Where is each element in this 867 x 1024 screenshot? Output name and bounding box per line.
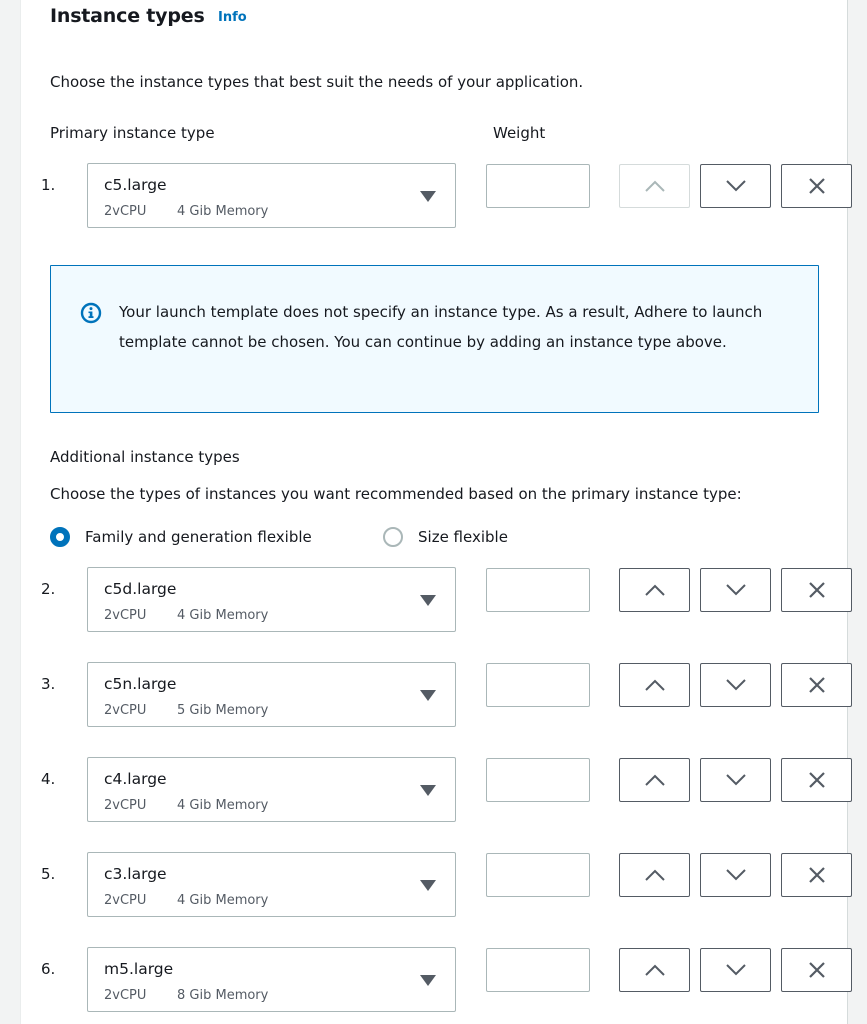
close-icon (807, 865, 827, 885)
section-title: Instance types (50, 5, 205, 27)
radio-checked-icon (50, 527, 70, 547)
move-down-button[interactable] (700, 948, 771, 992)
row-index: 1. (41, 176, 56, 194)
alert-message: Your launch template does not specify an instance type. As a result, Adhere to launch template cannot be chosen. You can continue by adding an instance type above. (119, 303, 763, 351)
instance-memory: 4 Gib Memory (177, 893, 269, 908)
radio-label: Size flexible (418, 528, 508, 546)
instance-memory: 8 Gib Memory (177, 988, 269, 1003)
chevron-down-icon (725, 868, 747, 882)
row-index: 6. (41, 960, 56, 978)
close-icon (807, 960, 827, 980)
weight-input[interactable] (486, 948, 590, 992)
remove-button[interactable] (781, 853, 852, 897)
row-index: 2. (41, 580, 56, 598)
chevron-up-icon (644, 678, 666, 692)
instance-type-name: c5.large (104, 176, 167, 194)
caret-down-icon (420, 975, 436, 986)
chevron-down-icon (725, 583, 747, 597)
instance-vcpu: 2vCPU (104, 893, 147, 908)
chevron-down-icon (725, 963, 747, 977)
radio-unchecked-icon (383, 527, 403, 547)
instance-vcpu: 2vCPU (104, 703, 147, 718)
radio-family-generation-flexible[interactable] (50, 527, 383, 547)
close-icon (807, 580, 827, 600)
weight-input[interactable] (486, 568, 590, 612)
section-description: Choose the instance types that best suit the needs of your application. (50, 73, 584, 91)
remove-button[interactable] (781, 164, 852, 208)
move-up-button[interactable] (619, 568, 690, 612)
additional-description: Choose the types of instances you want recommended based on the primary instance type: (50, 485, 742, 503)
instance-vcpu: 2vCPU (104, 798, 147, 813)
instance-types-panel (20, 0, 848, 1024)
instance-select[interactable] (87, 662, 456, 727)
weight-label: Weight (493, 124, 546, 142)
remove-button[interactable] (781, 663, 852, 707)
instance-memory: 4 Gib Memory (177, 204, 269, 219)
caret-down-icon (420, 880, 436, 891)
additional-instance-types-label: Additional instance types (50, 448, 240, 466)
move-up-button[interactable] (619, 663, 690, 707)
instance-select[interactable] (87, 567, 456, 632)
close-icon (807, 176, 827, 196)
chevron-up-icon (644, 583, 666, 597)
move-up-button[interactable] (619, 758, 690, 802)
move-down-button[interactable] (700, 568, 771, 612)
instance-select[interactable] (87, 947, 456, 1012)
weight-input[interactable] (486, 164, 590, 208)
move-up-button[interactable] (619, 948, 690, 992)
instance-vcpu: 2vCPU (104, 204, 147, 219)
instance-select[interactable] (87, 757, 456, 822)
caret-down-icon (420, 785, 436, 796)
chevron-up-icon (644, 179, 666, 193)
info-circle-icon (80, 302, 102, 324)
flexibility-radio-group (50, 527, 508, 547)
radio-label: Family and generation flexible (85, 528, 312, 546)
weight-input[interactable] (486, 663, 590, 707)
instance-memory: 4 Gib Memory (177, 608, 269, 623)
move-down-button[interactable] (700, 164, 771, 208)
chevron-down-icon (725, 678, 747, 692)
chevron-down-icon (725, 179, 747, 193)
chevron-up-icon (644, 773, 666, 787)
row-index: 4. (41, 770, 56, 788)
remove-button[interactable] (781, 568, 852, 612)
chevron-up-icon (644, 963, 666, 977)
info-link[interactable]: Info (218, 10, 247, 25)
move-up-button[interactable] (619, 164, 690, 208)
close-icon (807, 770, 827, 790)
move-down-button[interactable] (700, 663, 771, 707)
move-up-button[interactable] (619, 853, 690, 897)
instance-memory: 5 Gib Memory (177, 703, 269, 718)
chevron-up-icon (644, 868, 666, 882)
primary-instance-select[interactable] (87, 163, 456, 228)
primary-instance-type-label: Primary instance type (50, 124, 215, 142)
remove-button[interactable] (781, 758, 852, 802)
instance-type-name: c4.large (104, 770, 167, 788)
remove-button[interactable] (781, 948, 852, 992)
close-icon (807, 675, 827, 695)
instance-type-name: m5.large (104, 960, 174, 978)
instance-vcpu: 2vCPU (104, 608, 147, 623)
weight-input[interactable] (486, 853, 590, 897)
info-alert (50, 265, 819, 413)
radio-size-flexible[interactable] (383, 527, 508, 547)
caret-down-icon (420, 595, 436, 606)
instance-type-name: c5n.large (104, 675, 177, 693)
move-down-button[interactable] (700, 758, 771, 802)
caret-down-icon (420, 690, 436, 701)
row-index: 5. (41, 865, 56, 883)
caret-down-icon (420, 191, 436, 202)
instance-type-name: c3.large (104, 865, 167, 883)
row-index: 3. (41, 675, 56, 693)
instance-memory: 4 Gib Memory (177, 798, 269, 813)
instance-type-name: c5d.large (104, 580, 177, 598)
move-down-button[interactable] (700, 853, 771, 897)
chevron-down-icon (725, 773, 747, 787)
weight-input[interactable] (486, 758, 590, 802)
instance-select[interactable] (87, 852, 456, 917)
instance-vcpu: 2vCPU (104, 988, 147, 1003)
